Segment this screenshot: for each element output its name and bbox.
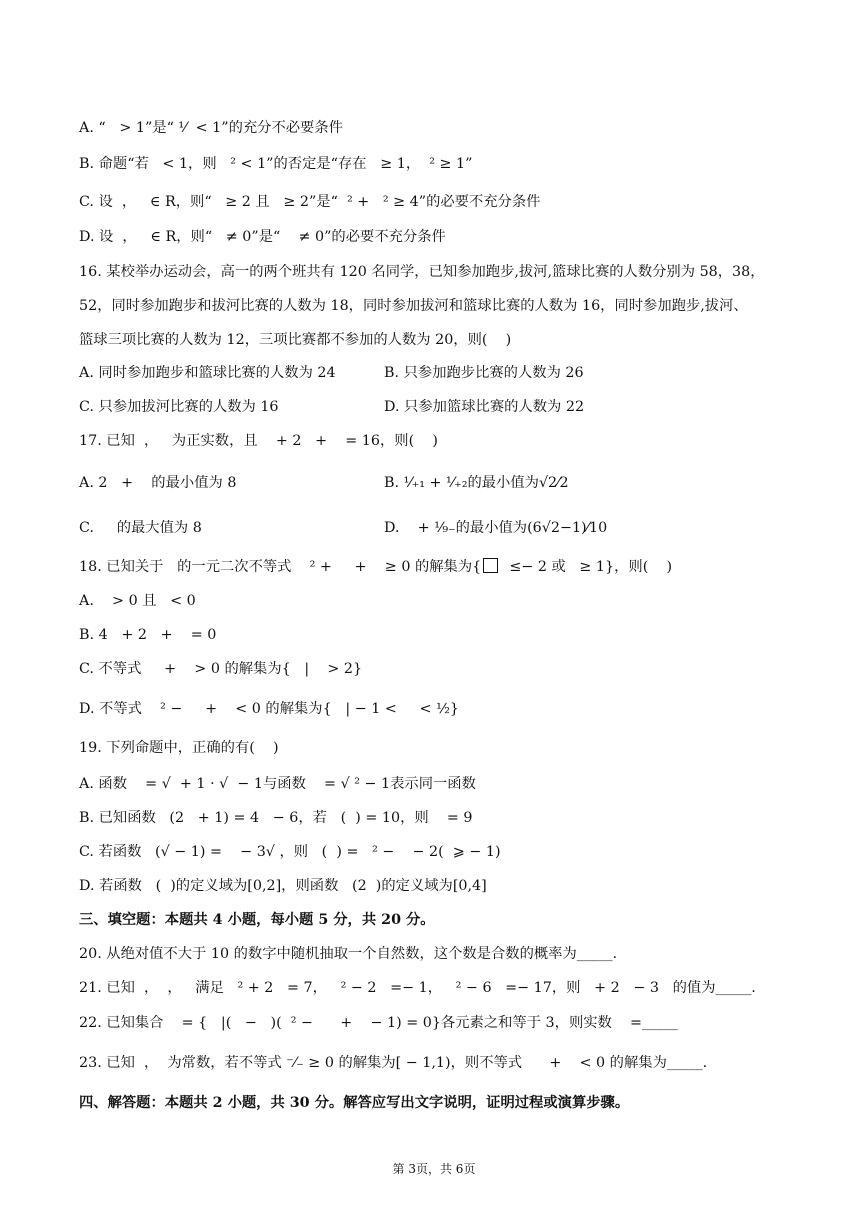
q15-option-d: D. 设 ， ∈ R，则“ ≠ 0”是“ ≠ 0”的必要不充分条件 <box>79 229 446 245</box>
q18-option-c: C. 不等式 + > 0 的解集为{ | > 2} <box>79 661 363 677</box>
q15-option-c: C. 设 ， ∈ R，则“ ≥ 2 且 ≥ 2”是“ ² + ² ≥ 4”的必要不充分条件 <box>79 194 541 210</box>
q15-option-a: A. “ > 1”是“ ¹⁄ < 1”的充分不必要条件 <box>79 120 343 136</box>
q17-option-a: A. 2 + 的最小值为 8 <box>79 475 237 491</box>
page-footer: 第 3页，共 6页 <box>392 1162 476 1176</box>
q18-stem-pre: 18. 已知关于 的一元二次不等式 ² + + ≥ 0 的解集为{ <box>79 559 482 575</box>
q21: 21. 已知 ， ， 满足 ² + 2 = 7， ² − 2 =− 1， ² − 6 =− 17，则 + 2 − 3 的值为_____. <box>79 980 756 996</box>
q16-option-d: D. 只参加篮球比赛的人数为 22 <box>384 399 585 415</box>
section-4-heading: 四、解答题：本题共 2 小题，共 30 分。解答应写出文字说明，证明过程或演算步骤。 <box>79 1095 630 1111</box>
q19-option-a: A. 函数 = √ + 1 · √ − 1与函数 = √ ² − 1表示同一函数 <box>79 776 476 792</box>
q20: 20. 从绝对值不大于 10 的数字中随机抽取一个自然数，这个数是合数的概率为_____. <box>79 946 618 962</box>
q18-option-d: D. 不等式 ² − + < 0 的解集为{ | − 1 < < ½} <box>79 701 460 717</box>
q18-stem-post: ≤− 2 或 ≥ 1}，则( ) <box>500 559 673 575</box>
q17-option-d: D. + ¹⁄₉₋的最小值为(6√2−1)⁄10 <box>384 520 608 536</box>
q15-option-b: B. 命题“若 < 1，则 ² < 1”的否定是“存在 ≥ 1， ² ≥ 1” <box>79 156 473 172</box>
q17-stem: 17. 已知 ， 为正实数，且 + 2 + = 16，则( ) <box>79 433 438 449</box>
q19-option-d: D. 若函数 ( )的定义域为[0,2]，则函数 (2 )的定义域为[0,4] <box>79 878 487 894</box>
q19-stem: 19. 下列命题中，正确的有( ) <box>79 740 279 756</box>
q22: 22. 已知集合 = { |( − )( ² − + − 1) = 0}各元素之和等于 3，则实数 =_____ <box>79 1015 678 1031</box>
q17-option-b: B. ¹⁄₊₁ + ¹⁄₊₂的最小值为√2⁄2 <box>384 475 569 491</box>
q16-stem-line1: 16. 某校举办运动会，高一的两个班共有 120 名同学，已知参加跑步,拔河,篮球比赛的人数分别为 58，38， <box>79 264 765 280</box>
section-3-heading: 三、填空题：本题共 4 小题，每小题 5 分，共 20 分。 <box>79 912 435 928</box>
q23: 23. 已知 ， 为常数，若不等式 ⁻⁄₋ ≥ 0 的解集为[ − 1,1)，则不等式 + < 0 的解集为_____. <box>79 1055 708 1071</box>
q18-option-a: A. > 0 且 < 0 <box>79 593 196 609</box>
q16-option-a: A. 同时参加跑步和篮球比赛的人数为 24 <box>79 365 336 381</box>
missing-symbol-box-icon <box>483 558 498 573</box>
q19-option-c: C. 若函数 (√ − 1) = − 3√ ，则 ( ) = ² − − 2( ⩾ − 1) <box>79 844 501 860</box>
q16-option-c: C. 只参加拔河比赛的人数为 16 <box>79 399 279 415</box>
q18-option-b: B. 4 + 2 + = 0 <box>79 627 217 643</box>
q16-stem-line3: 篮球三项比赛的人数为 12，三项比赛都不参加的人数为 20，则( ) <box>79 332 512 348</box>
q19-option-b: B. 已知函数 (2 + 1) = 4 − 6，若 ( ) = 10，则 = 9 <box>79 810 473 826</box>
q16-stem-line2: 52，同时参加跑步和拔河比赛的人数为 18，同时参加拔河和篮球比赛的人数为 16，同时参加跑步,拔河、 <box>79 298 748 314</box>
q16-option-b: B. 只参加跑步比赛的人数为 26 <box>384 365 584 381</box>
q18-stem <box>79 557 672 577</box>
q17-option-c: C. 的最大值为 8 <box>79 520 202 536</box>
